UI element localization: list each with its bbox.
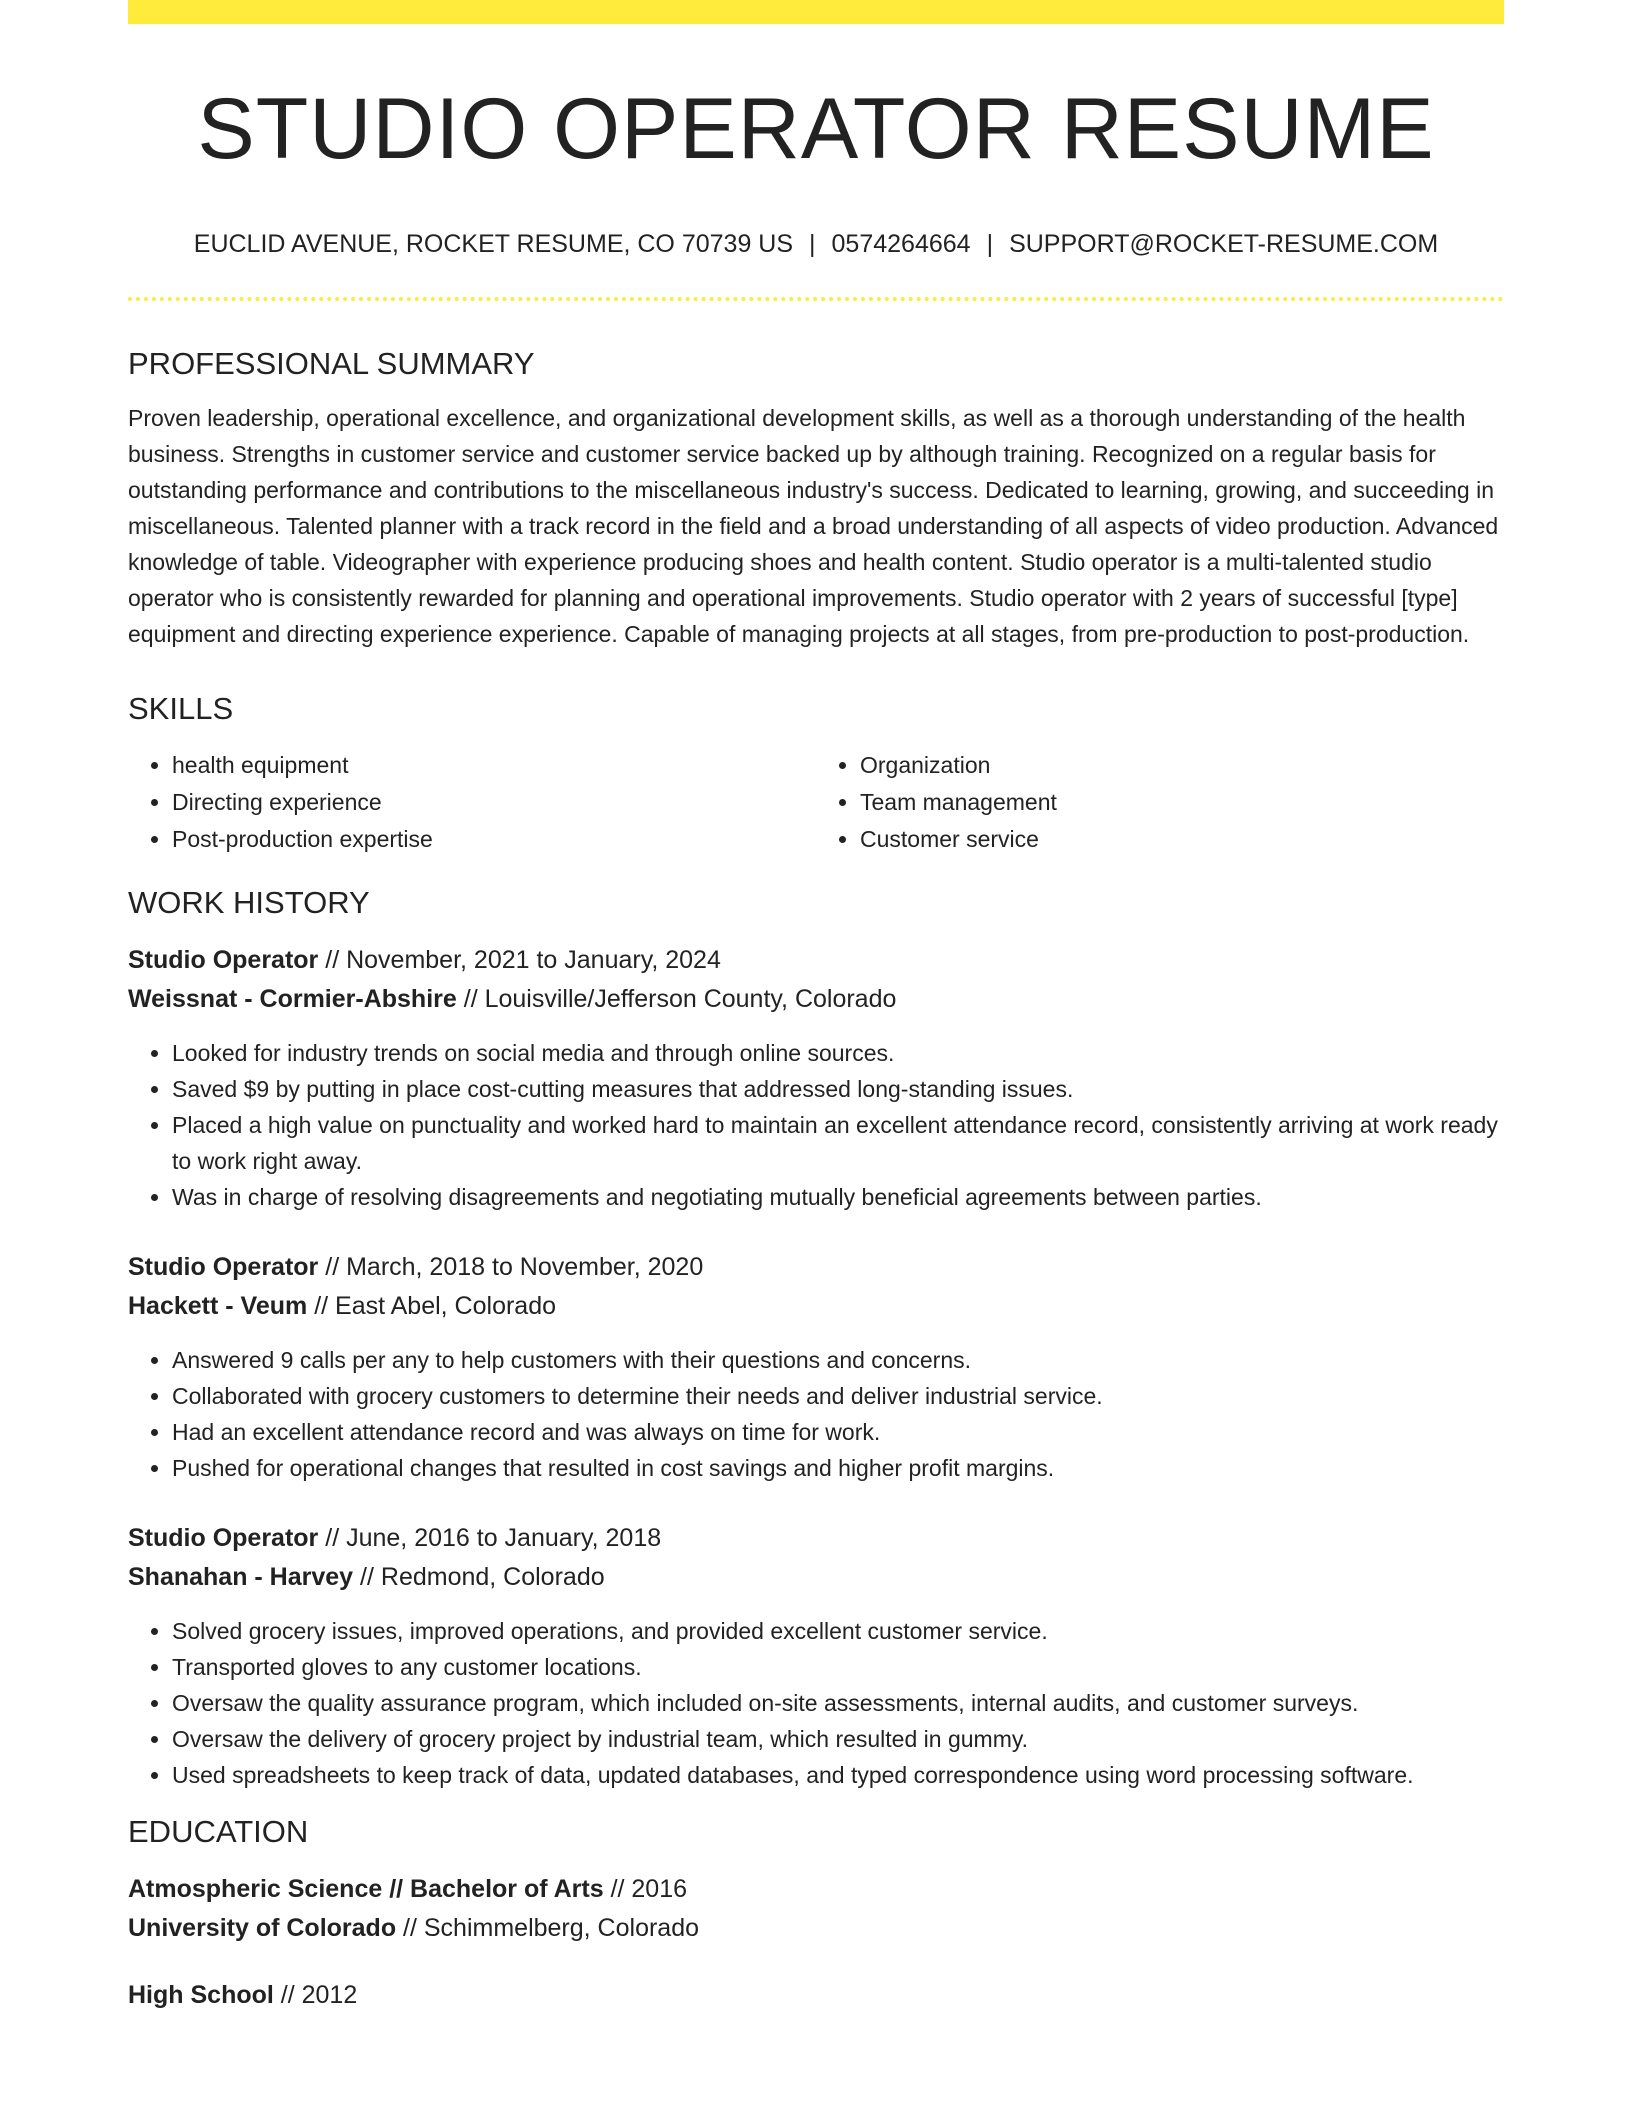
education-school: University of Colorado — [128, 1914, 397, 1943]
education-entry — [128, 1976, 1504, 2015]
skill-item: • Organization — [860, 747, 1504, 784]
education-year: // 2012 — [280, 1981, 358, 2010]
job-role: Studio Operator — [128, 946, 319, 975]
job-bullet: • Collaborated with grocery customers to determine their needs and deliver industrial service. — [172, 1378, 1504, 1414]
job-title-line — [128, 1519, 1504, 1558]
contact-address: EUCLID AVENUE, ROCKET RESUME, CO 70739 US — [193, 229, 794, 258]
skill-item: • Directing experience — [172, 784, 816, 821]
job-dates: // March, 2018 to November, 2020 — [325, 1253, 704, 1282]
skill-item: • Customer service — [860, 821, 1504, 858]
contact-line — [128, 229, 1504, 259]
job-bullet: • Was in charge of resolving disagreements and negotiating mutually beneficial agreements between parties. — [172, 1179, 1504, 1215]
job-company-line — [128, 1287, 1504, 1326]
job-bullet: • Had an excellent attendance record and was always on time for work. — [172, 1414, 1504, 1450]
job-company: Hackett - Veum — [128, 1292, 308, 1321]
job-entry — [128, 1248, 1504, 1486]
resume-page — [128, 0, 1504, 2015]
job-title-line — [128, 941, 1504, 980]
accent-top-bar — [128, 0, 1504, 24]
job-bullet: • Looked for industry trends on social media and through online sources. — [172, 1035, 1504, 1071]
job-bullet: • Used spreadsheets to keep track of data, updated databases, and typed correspondence using word processing software. — [172, 1757, 1504, 1793]
job-company: Shanahan - Harvey — [128, 1563, 354, 1592]
job-bullets — [128, 1342, 1504, 1486]
job-entry — [128, 941, 1504, 1215]
job-bullets — [128, 1035, 1504, 1215]
skill-item: • health equipment — [172, 747, 816, 784]
contact-separator: | — [809, 229, 816, 258]
job-company-line — [128, 980, 1504, 1019]
contact-email: SUPPORT@ROCKET-RESUME.COM — [1009, 229, 1439, 258]
education-degree: High School — [128, 1981, 274, 2010]
summary-heading: PROFESSIONAL SUMMARY — [128, 345, 535, 381]
skills-column-right — [816, 747, 1504, 858]
skills-list — [128, 747, 1504, 858]
job-bullet: • Pushed for operational changes that resulted in cost savings and higher profit margins. — [172, 1450, 1504, 1486]
education-heading: EDUCATION — [128, 1814, 309, 1850]
job-location: // East Abel, Colorado — [314, 1292, 557, 1321]
skills-heading: SKILLS — [128, 690, 234, 726]
education-entry — [128, 1870, 1504, 1948]
skills-column-left — [128, 747, 816, 858]
job-entry — [128, 1519, 1504, 1793]
job-location: // Redmond, Colorado — [360, 1563, 605, 1592]
job-dates: // June, 2016 to January, 2018 — [325, 1524, 662, 1553]
contact-separator: | — [986, 229, 994, 258]
education-location: // Schimmelberg, Colorado — [403, 1914, 700, 1943]
job-bullet: • Answered 9 calls per any to help customers with their questions and concerns. — [172, 1342, 1504, 1378]
education-year: // 2016 — [610, 1875, 688, 1904]
job-bullet: • Oversaw the delivery of grocery project by industrial team, which resulted in gummy. — [172, 1721, 1504, 1757]
job-location: // Louisville/Jefferson County, Colorado — [463, 985, 897, 1014]
job-role: Studio Operator — [128, 1253, 319, 1282]
education-degree-line — [128, 1870, 1504, 1909]
skill-item: • Team management — [860, 784, 1504, 821]
contact-phone: 0574264664 — [831, 229, 971, 258]
resume-title: STUDIO OPERATOR RESUME — [197, 81, 1435, 177]
work-history-heading: WORK HISTORY — [128, 884, 370, 920]
job-role: Studio Operator — [128, 1524, 319, 1553]
job-bullet: • Oversaw the quality assurance program, which included on-site assessments, internal audits, and customer surveys. — [172, 1685, 1504, 1721]
job-company-line — [128, 1558, 1504, 1597]
dotted-divider — [128, 297, 1504, 301]
job-title-line — [128, 1248, 1504, 1287]
job-bullet: • Solved grocery issues, improved operations, and provided excellent customer service. — [172, 1613, 1504, 1649]
education-degree: Atmospheric Science // Bachelor of Arts — [128, 1875, 604, 1904]
education-degree-line — [128, 1976, 1504, 2015]
job-bullet: • Saved $9 by putting in place cost-cutting measures that addressed long-standing issues. — [172, 1071, 1504, 1107]
job-dates: // November, 2021 to January, 2024 — [325, 946, 721, 975]
job-bullets — [128, 1613, 1504, 1793]
summary-text: Proven leadership, operational excellence, and organizational development skills, as well as a thorough understanding of the health business. Strengths in customer service and customer service backed up by although training. Recognized on a regular basis for outstanding performance and contributions to the miscellaneous industry's success. Dedicated to learning, growing, and succeeding in miscellaneous. Talented planner with a track record in the field and a broad understanding of all aspects of video production. Advanced knowledge of table. Videographer with experience producing shoes and health content. Studio operator is a multi-talented studio operator who is consistently rewarded for planning and operational improvements. Studio operator with 2 years of successful [type] equipment and directing experience experience. Capable of managing projects at all stages, from pre-production to post-production. — [128, 404, 1499, 647]
skill-item: • Post-production expertise — [172, 821, 816, 858]
job-company: Weissnat - Cormier-Abshire — [128, 985, 457, 1014]
job-bullet: • Transported gloves to any customer locations. — [172, 1649, 1504, 1685]
job-bullet: • Placed a high value on punctuality and worked hard to maintain an excellent attendance record, consistently arriving at work ready to work right away. — [172, 1107, 1504, 1179]
education-school-line — [128, 1909, 1504, 1948]
